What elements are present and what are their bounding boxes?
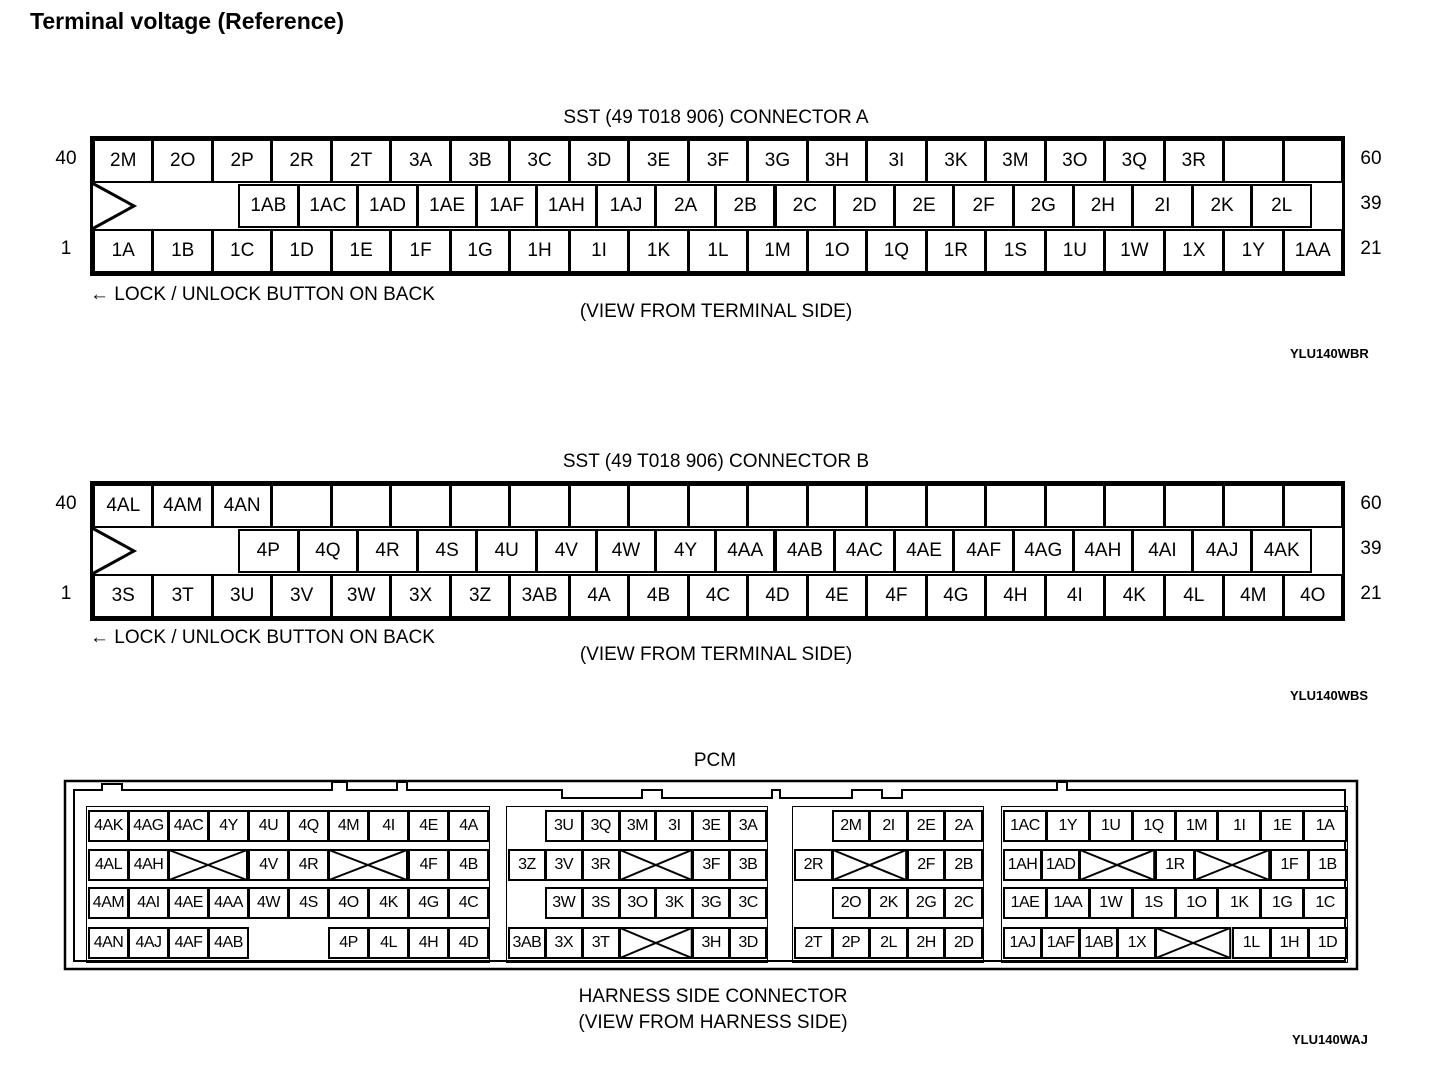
pcm-pin: 3C — [729, 887, 767, 919]
connector-pin: 3Q — [1104, 139, 1164, 183]
pcm-pin: 1M — [1175, 810, 1219, 842]
connector-pin: 2L — [1251, 184, 1312, 228]
connector-a-caption: SST (49 T018 906) CONNECTOR A — [563, 107, 869, 128]
connector-pin: 2A — [655, 184, 716, 228]
blank-cavity-x-icon — [328, 849, 408, 881]
pcm-pin: 4K — [368, 887, 409, 919]
connector-pin — [1164, 484, 1224, 528]
pcm-pin: 3K — [655, 887, 693, 919]
connector-pin — [1045, 484, 1105, 528]
pcm-caption-line2: (VIEW FROM HARNESS SIDE) — [578, 1012, 848, 1033]
connector-pin: 4W — [596, 529, 657, 573]
pcm-pin: 1F — [1270, 849, 1309, 881]
connector-pin: 2H — [1073, 184, 1134, 228]
connector-pin — [1223, 139, 1283, 183]
pcm-pin: 1R — [1155, 849, 1194, 881]
blank-cavity-x-icon — [832, 849, 907, 881]
pin-number-right: 39 — [1360, 538, 1382, 559]
pcm-pin: 1W — [1089, 887, 1133, 919]
pcm-pin: 3I — [655, 810, 693, 842]
pcm-code: YLU140WAJ — [1292, 1032, 1368, 1047]
pcm-pin: 2M — [832, 810, 871, 842]
pcm-pin: 1S — [1132, 887, 1176, 919]
connector-pin: 4A — [569, 574, 629, 618]
connector-pin — [747, 484, 807, 528]
connector-pin: 1AC — [298, 184, 359, 228]
pcm-pin: 1D — [1308, 927, 1347, 959]
pcm-pin: 4M — [328, 810, 369, 842]
connector-pin: 4AB — [775, 529, 836, 573]
connector-b-code: YLU140WBS — [1290, 688, 1369, 703]
connector-pin: 4C — [688, 574, 748, 618]
connector-pin: 3A — [390, 139, 450, 183]
pcm-pin: 2K — [869, 887, 908, 919]
pcm-pin: 1B — [1308, 849, 1347, 881]
connector-pin: 4G — [926, 574, 986, 618]
pcm-pin: 4AK — [88, 810, 129, 842]
pcm-pin: 4AG — [128, 810, 169, 842]
connector-pin: 2B — [715, 184, 776, 228]
pcm-pin: 1AB — [1079, 927, 1118, 959]
pcm-pin: 3O — [619, 887, 657, 919]
pcm-pin: 1L — [1232, 927, 1271, 959]
connector-pin: 4I — [1045, 574, 1105, 618]
connector-pin: 3M — [985, 139, 1045, 183]
pcm-pin: 4A — [448, 810, 489, 842]
connector-pin: 1S — [985, 229, 1045, 273]
pcm-pin: 2B — [944, 849, 983, 881]
connector-pin: 4AM — [152, 484, 212, 528]
connector-pin: 3V — [271, 574, 331, 618]
connector-pin: 2G — [1013, 184, 1074, 228]
pcm-pin: 3E — [692, 810, 730, 842]
pcm-pin: 1Q — [1132, 810, 1176, 842]
connector-pin: 3K — [926, 139, 986, 183]
pin-number-left: 40 — [55, 493, 77, 514]
pcm-pin: 3B — [729, 849, 767, 881]
connector-pin: 1G — [450, 229, 510, 273]
connector-pin: 4O — [1283, 574, 1343, 618]
connector-pin: 2R — [271, 139, 331, 183]
connector-pin: 1F — [390, 229, 450, 273]
connector-pin: 4AE — [894, 529, 955, 573]
connector-pin: 2I — [1132, 184, 1193, 228]
pcm-pin: 4R — [288, 849, 329, 881]
pcm-pin: 3V — [545, 849, 583, 881]
pcm-pin: 3AB — [508, 927, 546, 959]
connector-pin — [390, 484, 450, 528]
connector-pin — [1283, 139, 1343, 183]
connector-pin: 3S — [93, 574, 153, 618]
connector-pin: 4L — [1164, 574, 1224, 618]
connector-pin: 2P — [212, 139, 272, 183]
connector-pin: 1L — [688, 229, 748, 273]
pcm-pin: 4U — [248, 810, 289, 842]
pcm-pin: 3F — [692, 849, 730, 881]
connector-pin: 2T — [331, 139, 391, 183]
pcm-pin: 3W — [545, 887, 583, 919]
connector-pin — [271, 484, 331, 528]
pin-number-right: 60 — [1360, 148, 1382, 169]
connector-pin — [985, 484, 1045, 528]
connector-pin: 4U — [476, 529, 537, 573]
pcm-pin: 1E — [1260, 810, 1304, 842]
pcm-pin: 2F — [907, 849, 946, 881]
connector-pin: 4B — [628, 574, 688, 618]
connector-pin: 3R — [1164, 139, 1224, 183]
pcm-pin: 4Y — [208, 810, 249, 842]
pcm-pin: 4AI — [128, 887, 169, 919]
pcm-pin: 2G — [907, 887, 946, 919]
connector-pin: 4D — [747, 574, 807, 618]
connector-pin: 2O — [152, 139, 212, 183]
connector-pin: 3D — [569, 139, 629, 183]
connector-pin — [866, 484, 926, 528]
connector-pin: 2E — [894, 184, 955, 228]
blank-cavity-x-icon — [168, 849, 248, 881]
pcm-pin: 2T — [794, 927, 833, 959]
connector-pin — [628, 484, 688, 528]
connector-pin — [926, 484, 986, 528]
pcm-pin: 2C — [944, 887, 983, 919]
connector-pin — [569, 484, 629, 528]
connector-b-view-note: (VIEW FROM TERMINAL SIDE) — [579, 644, 853, 665]
connector-pin: 4AH — [1073, 529, 1134, 573]
pcm-pin: 2L — [869, 927, 908, 959]
connector-pin — [807, 484, 867, 528]
connector-pin: 3E — [628, 139, 688, 183]
pcm-pin: 4D — [448, 927, 489, 959]
pcm-pin: 1K — [1217, 887, 1261, 919]
connector-pin: 3B — [450, 139, 510, 183]
connector-pin: 1R — [926, 229, 986, 273]
connector-pin — [1283, 484, 1343, 528]
pcm-pin: 2P — [832, 927, 871, 959]
page-title: Terminal voltage (Reference) — [30, 8, 345, 34]
pcm-pin: 4AB — [208, 927, 249, 959]
pcm-pin: 3Q — [582, 810, 620, 842]
pcm-pin: 1C — [1303, 887, 1347, 919]
pcm-pin: 4W — [248, 887, 289, 919]
connector-pin: 1H — [509, 229, 569, 273]
pcm-pin: 2A — [944, 810, 983, 842]
pcm-pin: 3X — [545, 927, 583, 959]
pcm-pin: 4AM — [88, 887, 129, 919]
connector-pin: 2C — [775, 184, 836, 228]
pcm-pin: 3Z — [508, 849, 546, 881]
connector-pin: 1A — [93, 229, 153, 273]
connector-pin: 1W — [1104, 229, 1164, 273]
pcm-pin: 4AC — [168, 810, 209, 842]
connector-a-code: YLU140WBR — [1290, 346, 1369, 361]
pcm-pin: 4AJ — [128, 927, 169, 959]
pcm-pin: 4AA — [208, 887, 249, 919]
pcm-pin: 1AC — [1003, 810, 1047, 842]
connector-pin — [450, 484, 510, 528]
pcm-pin: 3U — [545, 810, 583, 842]
connector-pin: 1O — [807, 229, 867, 273]
connector-pin — [1104, 484, 1164, 528]
pcm-pin: 4AF — [168, 927, 209, 959]
connector-pin: 4AA — [715, 529, 776, 573]
pin-number-right: 60 — [1360, 493, 1382, 514]
pcm-pin: 2E — [907, 810, 946, 842]
connector-pin: 4M — [1223, 574, 1283, 618]
connector-pin — [688, 484, 748, 528]
pcm-pin: 1AE — [1003, 887, 1047, 919]
connector-pin — [331, 484, 391, 528]
connector-pin: 1C — [212, 229, 272, 273]
connector-a-lock-note: ← LOCK / UNLOCK BUTTON ON BACK — [90, 284, 435, 305]
connector-pin: 1U — [1045, 229, 1105, 273]
connector-pin: 1AE — [417, 184, 478, 228]
pcm-pin: 4AL — [88, 849, 129, 881]
pcm-pin: 4H — [408, 927, 449, 959]
connector-pin: 1I — [569, 229, 629, 273]
connector-pin: 4Y — [655, 529, 716, 573]
blank-cavity-x-icon — [619, 849, 693, 881]
pcm-pin: 1Y — [1046, 810, 1090, 842]
connector-pin: 1AJ — [596, 184, 657, 228]
pcm-pin: 4G — [408, 887, 449, 919]
connector-pin: 3Z — [450, 574, 510, 618]
connector-pin: 1X — [1164, 229, 1224, 273]
connector-pin: 1K — [628, 229, 688, 273]
connector-a-view-note: (VIEW FROM TERMINAL SIDE) — [579, 301, 853, 322]
pcm-pin: 1H — [1270, 927, 1309, 959]
connector-pin: 3O — [1045, 139, 1105, 183]
connector-pin: 2K — [1192, 184, 1253, 228]
connector-pin: 3C — [509, 139, 569, 183]
pcm-caption-line1: HARNESS SIDE CONNECTOR — [578, 986, 848, 1007]
pcm-pin: 4V — [248, 849, 289, 881]
connector-pin: 1B — [152, 229, 212, 273]
connector-pin: 1AB — [238, 184, 299, 228]
blank-cavity-x-icon — [619, 927, 693, 959]
pcm-pin: 1I — [1217, 810, 1261, 842]
connector-pin: 1Y — [1223, 229, 1283, 273]
connector-pin: 4H — [985, 574, 1045, 618]
pin-number-left: 1 — [60, 238, 72, 259]
connector-pin: 3F — [688, 139, 748, 183]
pin-number-left: 1 — [60, 583, 72, 604]
pcm-pin: 4S — [288, 887, 329, 919]
pcm-pin: 3T — [582, 927, 620, 959]
pcm-pin: 3A — [729, 810, 767, 842]
connector-pin: 4P — [238, 529, 299, 573]
pcm-pin: 3R — [582, 849, 620, 881]
connector-pin: 1AF — [476, 184, 537, 228]
connector-pin: 3H — [807, 139, 867, 183]
connector-pin: 4E — [807, 574, 867, 618]
connector-b-lock-note: ← LOCK / UNLOCK BUTTON ON BACK — [90, 627, 435, 648]
connector-pin: 4V — [536, 529, 597, 573]
pcm-label: PCM — [693, 750, 737, 771]
connector-pin: 3G — [747, 139, 807, 183]
pcm-pin: 1AH — [1003, 849, 1042, 881]
pcm-pin: 2I — [869, 810, 908, 842]
pcm-pin: 4E — [408, 810, 449, 842]
pin-number-left: 40 — [55, 148, 77, 169]
pcm-pin: 1O — [1175, 887, 1219, 919]
pcm-pin: 1AJ — [1003, 927, 1042, 959]
connector-pin: 4AJ — [1192, 529, 1253, 573]
connector-pin: 4Q — [298, 529, 359, 573]
pcm-pin: 1X — [1117, 927, 1156, 959]
pin-number-right: 21 — [1360, 583, 1382, 604]
pin-number-right: 39 — [1360, 193, 1382, 214]
pin-number-right: 21 — [1360, 238, 1382, 259]
pcm-pin: 3M — [619, 810, 657, 842]
pcm-pin: 4I — [368, 810, 409, 842]
pcm-pin: 3D — [729, 927, 767, 959]
pcm-pin: 4O — [328, 887, 369, 919]
connector-pin: 3U — [212, 574, 272, 618]
notch-chevron-icon — [92, 181, 152, 231]
connector-pin: 1Q — [866, 229, 926, 273]
connector-b-caption: SST (49 T018 906) CONNECTOR B — [562, 451, 870, 472]
blank-cavity-x-icon — [1155, 927, 1231, 959]
pcm-pin: 4F — [408, 849, 449, 881]
pcm-pin: 4AN — [88, 927, 129, 959]
pcm-pin: 1AF — [1041, 927, 1080, 959]
connector-pin: 4AF — [953, 529, 1014, 573]
connector-pin: 3AB — [509, 574, 569, 618]
pcm-pin: 1G — [1260, 887, 1304, 919]
connector-pin: 2D — [834, 184, 895, 228]
pcm-pin: 1U — [1089, 810, 1133, 842]
pcm-pin: 2H — [907, 927, 946, 959]
connector-pin: 4AL — [93, 484, 153, 528]
pcm-pin: 4AE — [168, 887, 209, 919]
connector-pin: 1D — [271, 229, 331, 273]
pcm-pin: 1AA — [1046, 887, 1090, 919]
connector-pin: 3X — [390, 574, 450, 618]
pcm-pin: 4Q — [288, 810, 329, 842]
pcm-pin: 2D — [944, 927, 983, 959]
connector-pin — [1223, 484, 1283, 528]
pcm-pin: 3H — [692, 927, 730, 959]
connector-pin: 1AD — [357, 184, 418, 228]
pcm-pin: 4B — [448, 849, 489, 881]
pcm-pin: 1AD — [1041, 849, 1080, 881]
pcm-pin: 2R — [794, 849, 833, 881]
connector-pin: 1AH — [536, 184, 597, 228]
connector-pin: 4AN — [212, 484, 272, 528]
blank-cavity-x-icon — [1194, 849, 1270, 881]
connector-pin: 1M — [747, 229, 807, 273]
pcm-pin: 1A — [1303, 810, 1347, 842]
connector-pin: 3T — [152, 574, 212, 618]
connector-pin: 4F — [866, 574, 926, 618]
connector-pin: 3I — [866, 139, 926, 183]
pcm-pin: 3S — [582, 887, 620, 919]
pcm-pin: 4AH — [128, 849, 169, 881]
connector-pin: 4AC — [834, 529, 895, 573]
connector-pin: 1E — [331, 229, 391, 273]
pcm-pin: 4P — [328, 927, 369, 959]
connector-pin: 1AA — [1283, 229, 1343, 273]
notch-chevron-icon — [92, 526, 152, 576]
connector-pin: 4K — [1104, 574, 1164, 618]
connector-pin: 4AI — [1132, 529, 1193, 573]
pcm-pin: 3G — [692, 887, 730, 919]
connector-pin: 4AK — [1251, 529, 1312, 573]
connector-pin — [509, 484, 569, 528]
pcm-pin: 4L — [368, 927, 409, 959]
connector-pin: 4AG — [1013, 529, 1074, 573]
connector-pin: 4R — [357, 529, 418, 573]
connector-pin: 3W — [331, 574, 391, 618]
connector-pin: 4S — [417, 529, 478, 573]
connector-pin: 2M — [93, 139, 153, 183]
connector-pin: 2F — [953, 184, 1014, 228]
pcm-pin: 4C — [448, 887, 489, 919]
pcm-pin: 2O — [832, 887, 871, 919]
blank-cavity-x-icon — [1079, 849, 1155, 881]
